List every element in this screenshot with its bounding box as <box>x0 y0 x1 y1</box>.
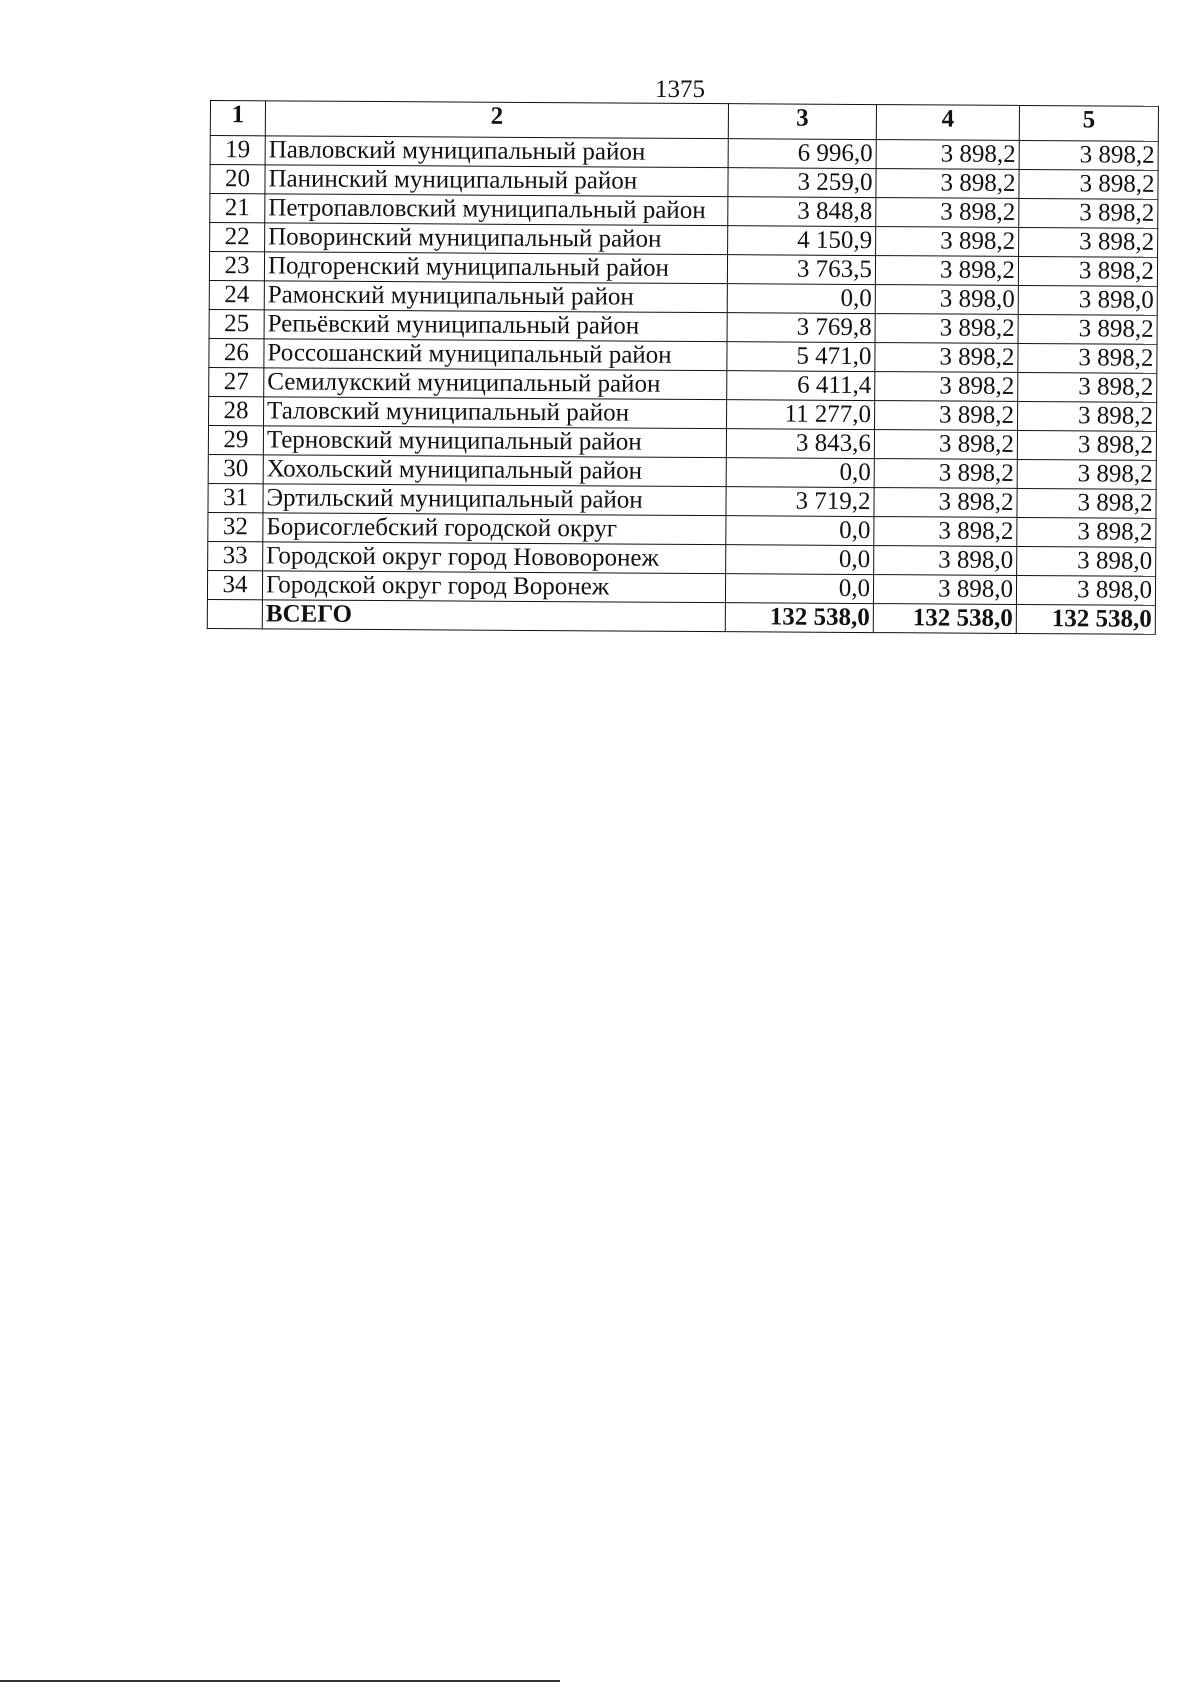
row-number: 19 <box>210 136 265 165</box>
value-col4: 3 898,2 <box>876 198 1019 228</box>
value-col5: 3 898,2 <box>1018 343 1157 373</box>
value-col5: 3 898,2 <box>1018 314 1157 344</box>
value-col5: 3 898,2 <box>1017 517 1156 547</box>
value-col3: 11 277,0 <box>727 400 875 430</box>
value-col4: 3 898,2 <box>876 227 1019 257</box>
value-col3: 3 769,8 <box>727 313 875 343</box>
value-col4: 3 898,2 <box>874 488 1017 518</box>
value-col5: 3 898,0 <box>1018 285 1157 315</box>
value-col5: 3 898,0 <box>1017 546 1156 576</box>
column-header: 2 <box>265 101 728 139</box>
municipality-name: Эртильский муниципальный район <box>263 484 726 516</box>
value-col3: 0,0 <box>726 458 874 488</box>
row-number: 32 <box>208 512 263 541</box>
value-col3: 0,0 <box>727 284 875 314</box>
value-col3: 3 719,2 <box>726 487 874 517</box>
row-number: 27 <box>209 367 264 396</box>
value-col3: 0,0 <box>726 516 874 546</box>
row-number <box>207 599 262 628</box>
value-col4: 3 898,2 <box>875 343 1018 373</box>
municipality-name: Терновский муниципальный район <box>263 426 726 458</box>
municipality-name: Городской округ город Воронеж <box>262 571 725 603</box>
table-body <box>207 136 1158 635</box>
value-col3: 0,0 <box>725 574 873 604</box>
value-col3: 3 848,8 <box>728 197 876 227</box>
value-col4: 3 898,2 <box>874 517 1017 547</box>
value-col4: 3 898,2 <box>874 459 1017 489</box>
value-col5: 3 898,2 <box>1017 401 1156 431</box>
row-number: 22 <box>210 223 265 252</box>
total-value-col5: 132 538,0 <box>1016 604 1155 634</box>
value-col4: 3 898,2 <box>876 140 1019 170</box>
value-col5: 3 898,2 <box>1018 256 1157 286</box>
value-col5: 3 898,2 <box>1019 169 1158 199</box>
value-col4: 3 898,2 <box>874 430 1017 460</box>
value-col5: 3 898,2 <box>1017 459 1156 489</box>
value-col3: 3 843,6 <box>726 429 874 459</box>
value-col5: 3 898,2 <box>1019 140 1158 170</box>
scan-edge-line <box>0 1680 560 1682</box>
value-col3: 0,0 <box>726 545 874 575</box>
value-col4: 3 898,2 <box>876 169 1019 199</box>
total-value-col3: 132 538,0 <box>725 603 873 633</box>
value-col5: 3 898,2 <box>1018 372 1157 402</box>
municipality-name: Репьёвский муниципальный район <box>264 310 727 342</box>
row-number: 31 <box>208 483 263 512</box>
value-col4: 3 898,2 <box>875 314 1018 344</box>
table-container <box>207 100 1159 635</box>
value-col4: 3 898,0 <box>873 575 1016 605</box>
municipality-name: Подгоренский муниципальный район <box>264 252 727 284</box>
municipality-name: Борисоглебский городской округ <box>263 513 726 545</box>
header-row <box>210 101 1158 142</box>
municipality-name: Рамонский муниципальный район <box>264 281 727 313</box>
row-number: 28 <box>209 396 264 425</box>
total-value-col4: 132 538,0 <box>873 604 1016 634</box>
column-header: 3 <box>728 104 876 140</box>
value-col3: 5 471,0 <box>727 342 875 372</box>
value-col4: 3 898,0 <box>874 546 1017 576</box>
value-col3: 4 150,9 <box>728 226 876 256</box>
column-header: 1 <box>210 101 265 136</box>
value-col5: 3 898,2 <box>1019 198 1158 228</box>
municipality-name: Поворинский муниципальный район <box>265 223 728 255</box>
value-col3: 6 411,4 <box>727 371 875 401</box>
value-col4: 3 898,2 <box>874 401 1017 431</box>
row-number: 30 <box>208 454 263 483</box>
value-col3: 3 259,0 <box>728 168 876 198</box>
value-col5: 3 898,2 <box>1019 227 1158 257</box>
column-header: 5 <box>1019 105 1158 141</box>
municipality-name: Хохольский муниципальный район <box>263 455 726 487</box>
value-col5: 3 898,2 <box>1017 488 1156 518</box>
row-number: 23 <box>209 252 264 281</box>
row-number: 33 <box>208 541 263 570</box>
value-col5: 3 898,0 <box>1016 575 1155 605</box>
row-number: 29 <box>208 425 263 454</box>
column-header: 4 <box>876 105 1019 141</box>
page-number: 1375 <box>655 76 705 103</box>
total-label: ВСЕГО <box>262 600 725 632</box>
value-col5: 3 898,2 <box>1017 430 1156 460</box>
row-number: 34 <box>207 570 262 599</box>
municipality-name: Панинский муниципальный район <box>265 165 728 197</box>
value-col4: 3 898,2 <box>875 256 1018 286</box>
data-table <box>207 100 1159 635</box>
municipality-name: Семилукский муниципальный район <box>264 368 727 400</box>
value-col4: 3 898,0 <box>875 285 1018 315</box>
row-number: 26 <box>209 338 264 367</box>
row-number: 24 <box>209 280 264 309</box>
row-number: 25 <box>209 309 264 338</box>
municipality-name: Россошанский муниципальный район <box>264 339 727 371</box>
municipality-name: Таловский муниципальный район <box>264 397 727 429</box>
row-number: 21 <box>210 194 265 223</box>
value-col3: 3 763,5 <box>727 255 875 285</box>
municipality-name: Петропавловский муниципальный район <box>265 194 728 226</box>
municipality-name: Городской округ город Нововоронеж <box>263 542 726 574</box>
row-number: 20 <box>210 165 265 194</box>
value-col4: 3 898,2 <box>875 372 1018 402</box>
municipality-name: Павловский муниципальный район <box>265 136 728 168</box>
value-col3: 6 996,0 <box>728 139 876 169</box>
total-row <box>207 599 1155 634</box>
